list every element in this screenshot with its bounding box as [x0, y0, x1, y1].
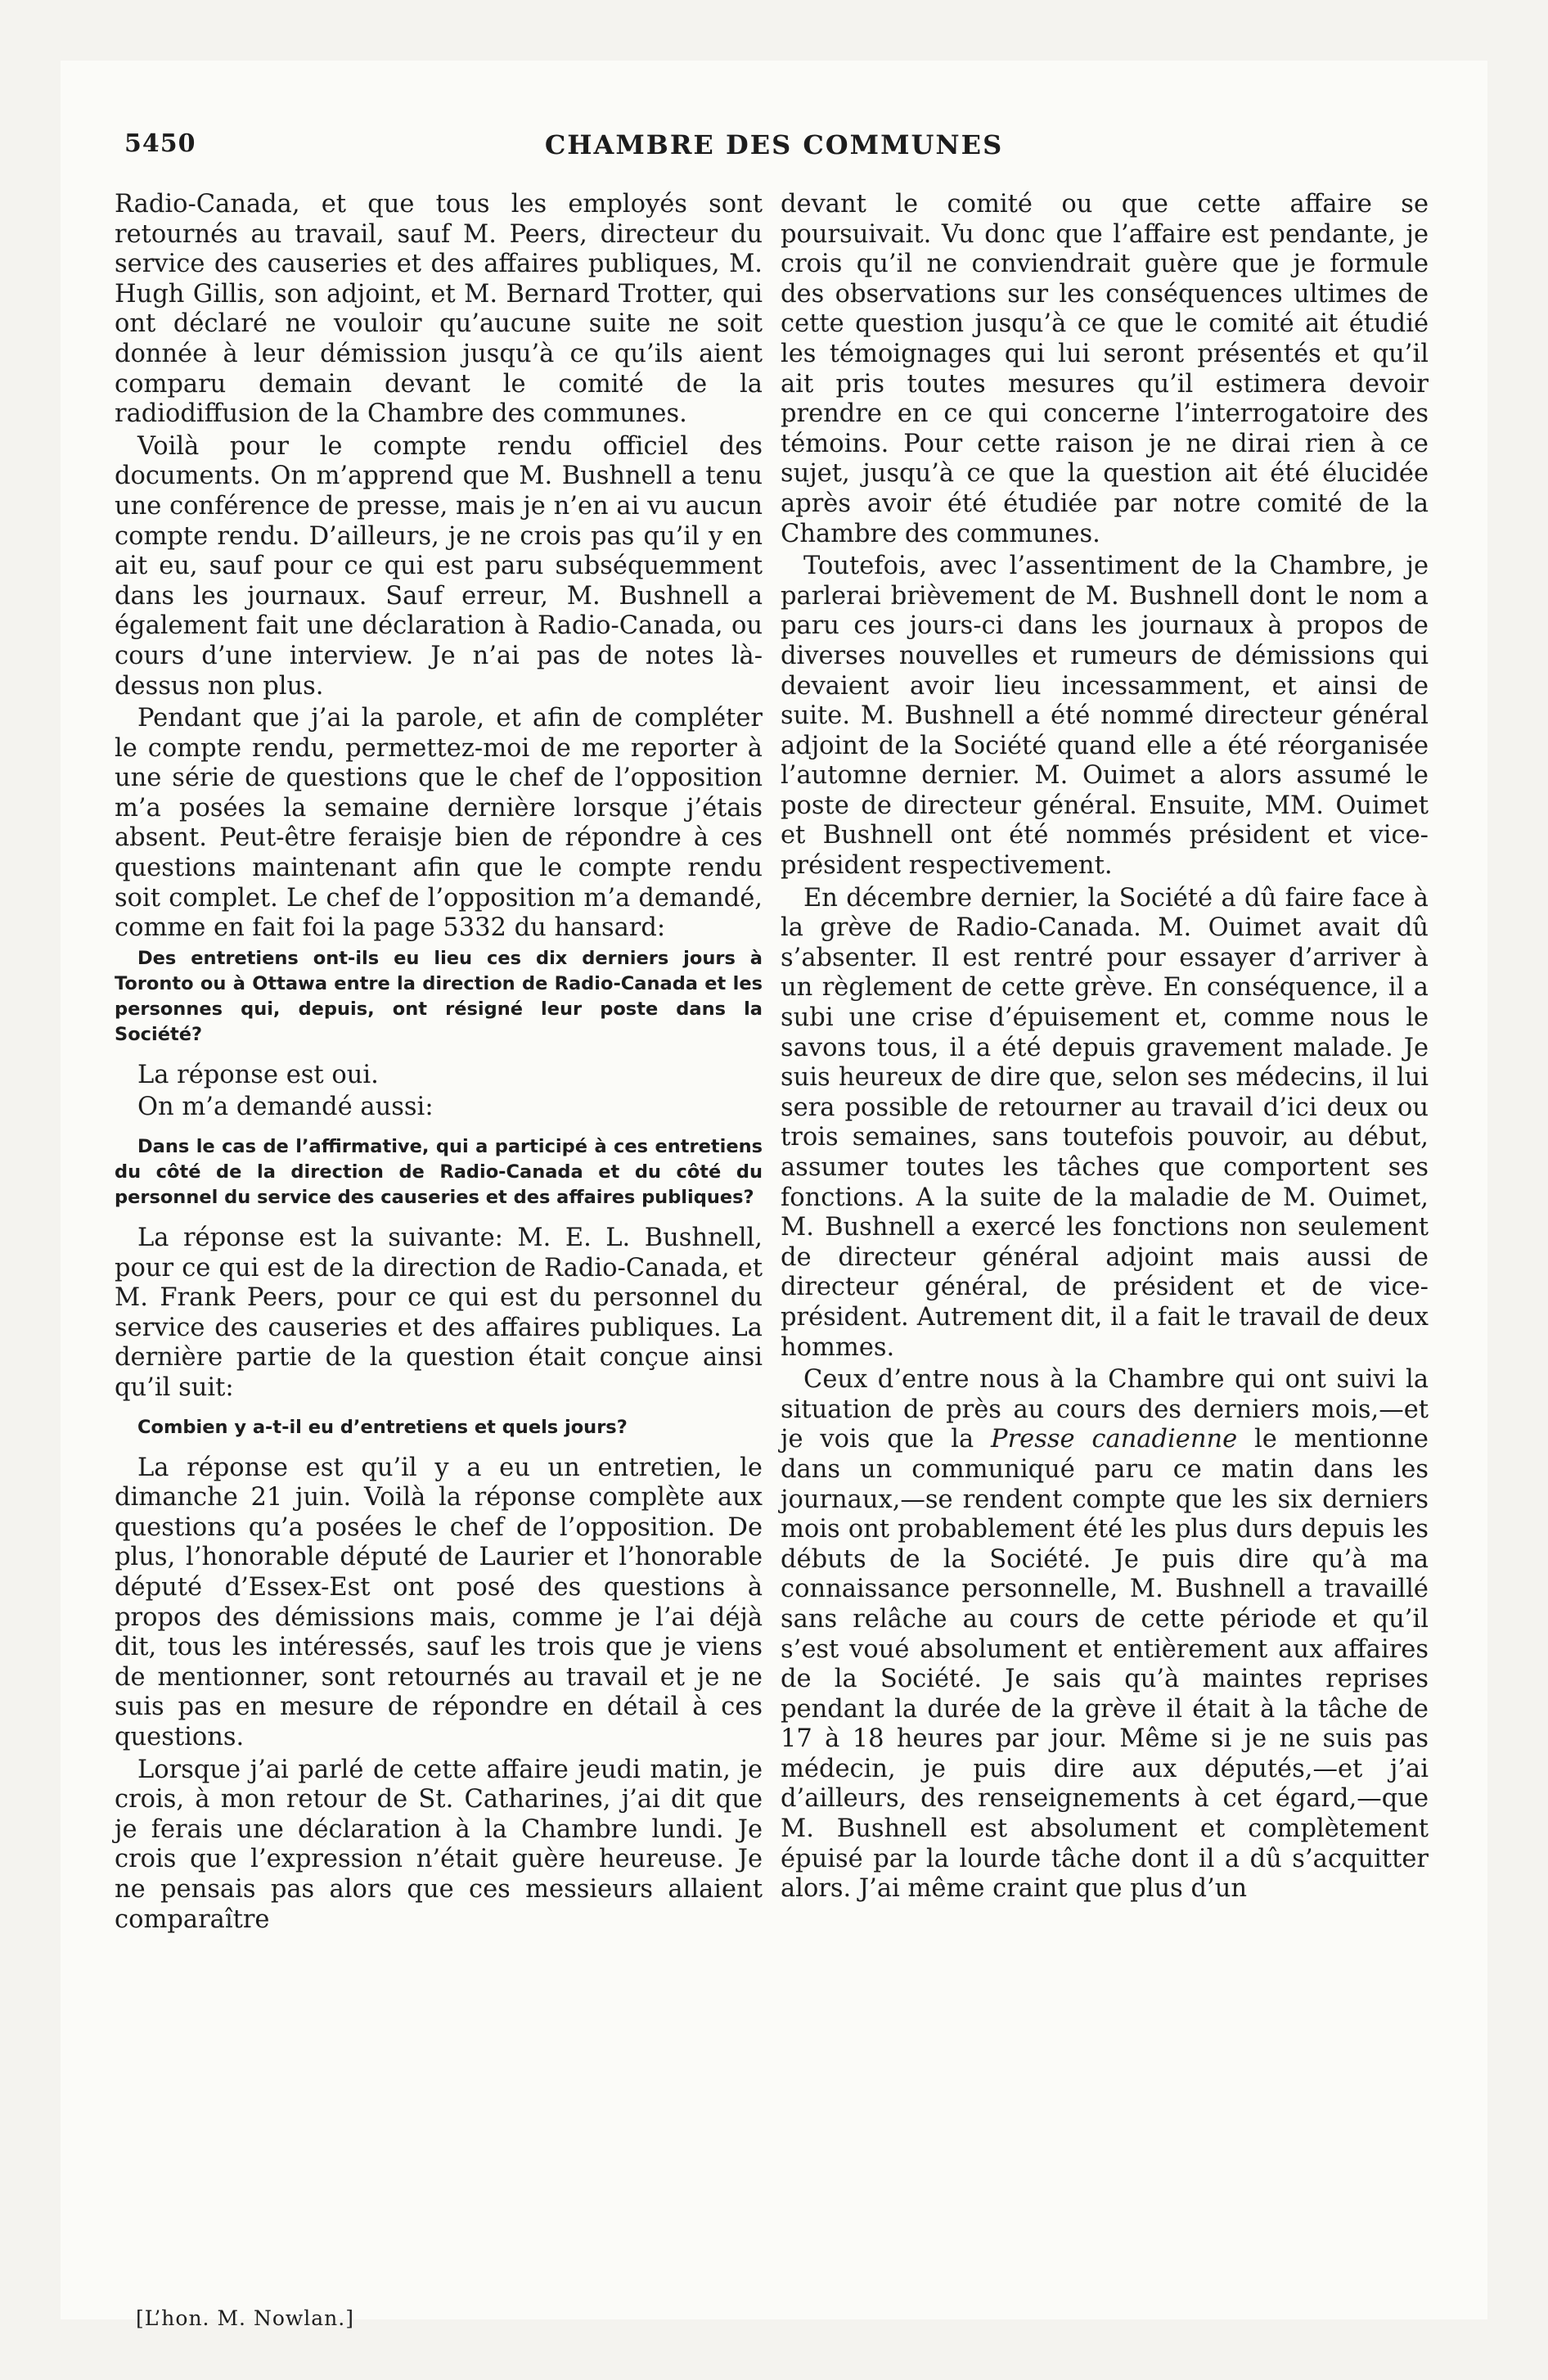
paragraph-text: le mentionne dans un communiqué paru ce matin dans les journaux,—se rendent compte que les six derniers mois ont probablement été les plus durs depuis les débuts de la Société. Je puis dire qu’à ma connaissance personnelle, M. Bushnell a travaillé sans relâche au cours de cette période et qu’il s’est voué absolument et entièrement aux affaires de la Société. Je sais qu’à maintes reprises pendant la durée de la grève il était à la tâche de 17 à 18 heures par jour. Même si je ne suis pas médecin, je puis dire aux députés,—et j’ai d’ailleurs, des renseignements à cet égard,—que M. Bushnell est absolument et complètement épuisé par la lourde tâche dont il a dû s’acquitter alors. J’ai même craint que plus d’un [781, 1425, 1429, 1904]
paragraph-text: Ceux d’entre nous à la Chambre qui ont suivi la situation de près au cours des derniers mois,—et je vois que la [781, 1365, 1429, 1454]
italic-publication-name: Presse canadienne [991, 1425, 1238, 1454]
page-number: 5450 [124, 129, 196, 158]
page-header [0, 129, 1548, 172]
paragraph: La réponse est la suivante: M. E. L. Bushnell, pour ce qui est de la direction de Radio-Canada, et M. Frank Peers, pour ce qui est du personnel du service des causeries et des affaires publiques. La dernière partie de la question était conçue ainsi qu’il suit: [115, 1224, 763, 1402]
speaker-attribution: [L’hon. M. Nowlan.] [136, 2306, 354, 2330]
right-column [781, 190, 1429, 1907]
left-column [115, 190, 763, 1937]
paragraph: Toutefois, avec l’assentiment de la Chambre, je parlerai brièvement de M. Bushnell dont le nom a paru ces jours-ci dans les journaux à propos de diverses nouvelles et rumeurs de démissions qui devaient avoir lieu incessamment, et ainsi de suite. M. Bushnell a été nommé directeur général adjoint de la Société quand elle a été réorganisée l’automne dernier. M. Ouimet a alors assumé le poste de directeur général. Ensuite, MM. Ouimet et Bushnell ont été nommés président et vice-président respectivement. [781, 552, 1429, 881]
running-head: CHAMBRE DES COMMUNES [544, 129, 1004, 160]
quoted-question: Combien y a-t-il eu d’entretiens et quels jours? [137, 1416, 628, 1438]
paragraph: devant le comité ou que cette affaire se poursuivait. Vu donc que l’affaire est pendante, je crois qu’il ne conviendrait guère que je formule des observations sur les conséquences ultimes de cette question jusqu’à ce que le comité ait étudié les témoignages qui lui seront présentés et qu’il ait pris toutes mesures qu’il estimera devoir prendre en ce qui concerne l’interrogatoire des témoins. Pour cette raison je ne dirai rien à ce sujet, jusqu’à ce que la question ait été élucidée après avoir été étudiée par notre comité de la Chambre des communes. [781, 190, 1429, 548]
paragraph [781, 1365, 1429, 1904]
quoted-question: Des entretiens ont-ils eu lieu ces dix derniers jours à Toronto ou à Ottawa entre la direction de Radio-Canada et les personnes qui, depuis, ont résigné leur poste dans la Société? [115, 947, 763, 1045]
paragraph: La réponse est oui. [137, 1060, 379, 1089]
paragraph: Voilà pour le compte rendu officiel des documents. On m’apprend que M. Bushnell a tenu une conférence de presse, mais je n’en ai vu aucun compte rendu. D’ailleurs, je ne crois pas qu’il y en ait eu, sauf pour ce qui est paru subséquemment dans les journaux. Sauf erreur, M. Bushnell a également fait une déclaration à Radio-Canada, ou cours d’une interview. Je n’ai pas de notes là-dessus non plus. [115, 431, 763, 701]
paragraph: Pendant que j’ai la parole, et afin de compléter le compte rendu, permettez-moi de me reporter à une série de questions que le chef de l’opposition m’a posées la semaine dernière lorsque j’étais absent. Peut-être feraisje bien de répondre à ces questions maintenant afin que le compte rendu soit complet. Le chef de l’opposition m’a demandé, comme en fait foi la page 5332 du hansard: [115, 704, 763, 943]
paragraph: La réponse est qu’il y a eu un entretien, le dimanche 21 juin. Voilà la réponse complète aux questions qu’a posées le chef de l’opposition. De plus, l’honorable député de Laurier et l’honorable député d’Essex-Est ont posé des questions à propos des démissions mais, comme je l’ai déjà dit, tous les intéressés, sauf les trois que je viens de mentionner, sont retournés au travail et je ne suis pas en mesure de répondre en détail à ces questions. [115, 1453, 763, 1751]
paragraph: Radio-Canada, et que tous les employés sont retournés au travail, sauf M. Peers, directeur du service des causeries et des affaires publiques, M. Hugh Gillis, son adjoint, et M. Bernard Trotter, qui ont déclaré ne vouloir qu’aucune suite ne soit donnée à leur démission jusqu’à ce qu’ils aient comparu demain devant le comité de la radiodiffusion de la Chambre des communes. [115, 190, 763, 429]
paragraph: On m’a demandé aussi: [137, 1093, 434, 1122]
paragraph: Lorsque j’ai parlé de cette affaire jeudi matin, je crois, à mon retour de St. Catharines, j’ai dit que je ferais une déclaration à la Chambre lundi. Je crois que l’expression n’était guère heureuse. Je ne pensais pas alors que ces messieurs allaient comparaître [115, 1755, 763, 1934]
paragraph: En décembre dernier, la Société a dû faire face à la grève de Radio-Canada. M. Ouimet avait dû s’absenter. Il est rentré pour essayer d’arriver à un règlement de cette grève. En conséquence, il a subi une crise d’épuisement et, comme nous le savons tous, il a été depuis gravement malade. Je suis heureux de dire que, selon ses médecins, il lui sera possible de retourner au travail d’ici deux ou trois semaines, sans toutefois pouvoir, au début, assumer toutes les tâches que comportent ses fonctions. A la suite de la maladie de M. Ouimet, M. Bushnell a exercé les fonctions non seulement de directeur général adjoint mais aussi de directeur général, de président et de vice-président. Autrement dit, il a fait le travail de deux hommes. [781, 883, 1429, 1362]
quoted-question: Dans le cas de l’affirmative, qui a participé à ces entretiens du côté de la direction de Radio-Canada et du côté du personnel du service des causeries et des affaires publiques? [115, 1136, 763, 1209]
